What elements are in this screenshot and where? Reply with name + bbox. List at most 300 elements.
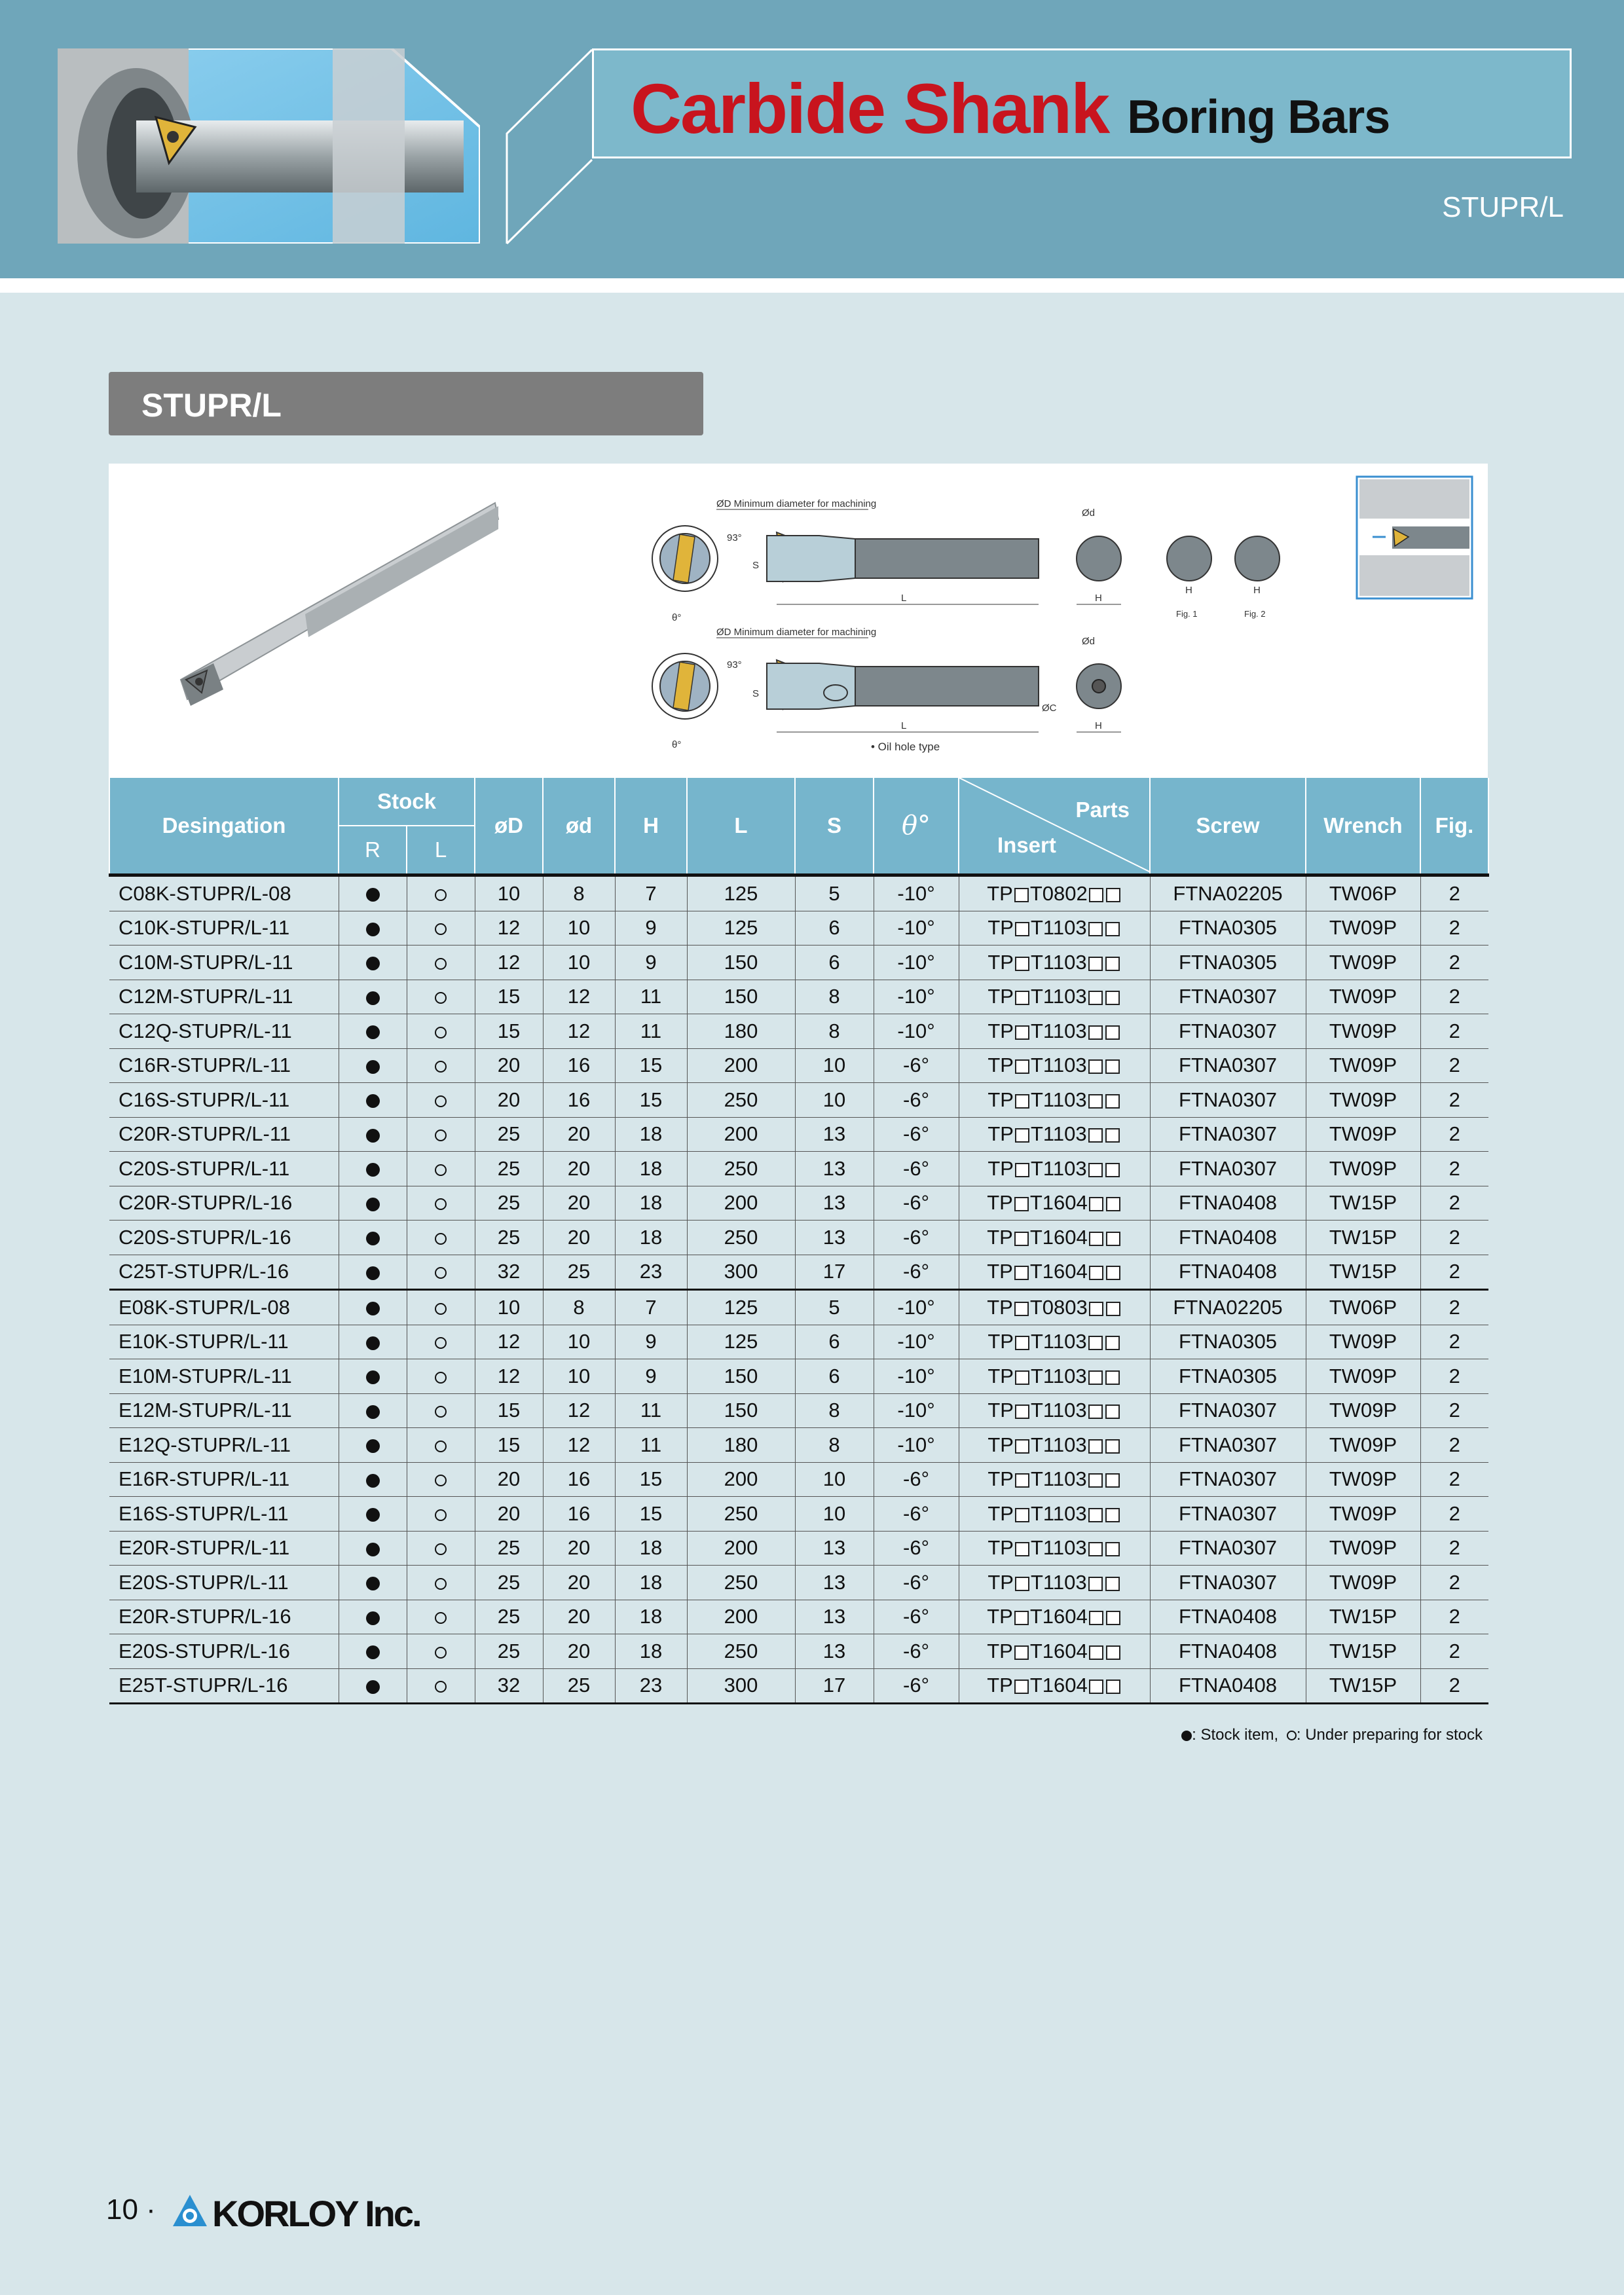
placeholder-box-icon: [1088, 1094, 1103, 1109]
fig-cell: 2: [1420, 1290, 1488, 1325]
insert-code: T1604: [1029, 1225, 1088, 1249]
d-cell: 20: [543, 1186, 615, 1221]
wrench-cell: TW15P: [1306, 1221, 1420, 1255]
fig-cell: 2: [1420, 1083, 1488, 1118]
col-designation: Desingation: [109, 778, 339, 875]
page-number: 10 ·: [106, 2194, 156, 2226]
table-row: [109, 1634, 1488, 1669]
insert-code: T1103: [1031, 1019, 1087, 1042]
placeholder-box-icon: [1106, 1611, 1120, 1625]
fig-cell: 2: [1420, 1221, 1488, 1255]
designation-cell: C16R-STUPR/L-11: [109, 1048, 339, 1083]
page-header: [0, 0, 1624, 278]
stock-item-icon: [366, 1577, 380, 1590]
designation-cell: C20S-STUPR/L-11: [109, 1152, 339, 1186]
screw-cell: FTNA0307: [1150, 1497, 1306, 1532]
stock-l-cell: [407, 1359, 475, 1394]
wrench-cell: TW15P: [1306, 1668, 1420, 1704]
fig-cell: 2: [1420, 875, 1488, 911]
placeholder-box-icon: [1105, 1336, 1120, 1350]
insert-cell: [959, 1152, 1150, 1186]
L-cell: 125: [687, 1325, 795, 1359]
S-cell: 10: [795, 1497, 874, 1532]
wrench-cell: TW09P: [1306, 1428, 1420, 1463]
label-c-bottom: ØC: [1042, 703, 1057, 714]
d-cell: 16: [543, 1048, 615, 1083]
insert-code: T1604: [1029, 1639, 1088, 1662]
wrench-cell: TW09P: [1306, 1152, 1420, 1186]
designation-cell: C10M-STUPR/L-11: [109, 946, 339, 980]
L-cell: 200: [687, 1531, 795, 1566]
designation-cell: C12M-STUPR/L-11: [109, 980, 339, 1014]
wrench-cell: TW09P: [1306, 1462, 1420, 1497]
table-row: [109, 875, 1488, 911]
figure-panel: [109, 464, 1488, 778]
L-cell: 125: [687, 911, 795, 946]
placeholder-box-icon: [1088, 1336, 1103, 1350]
fig-cell: 2: [1420, 1566, 1488, 1600]
insert-code: T1103: [1031, 1088, 1087, 1111]
placeholder-box-icon: [1105, 1508, 1120, 1522]
insert-code: T1103: [1031, 1364, 1087, 1387]
table-row: [109, 1497, 1488, 1532]
wrench-cell: TW09P: [1306, 980, 1420, 1014]
col-screw: Screw: [1150, 778, 1306, 875]
L-cell: 200: [687, 1186, 795, 1221]
placeholder-box-icon: [1106, 1645, 1120, 1660]
theta-cell: -10°: [874, 946, 959, 980]
stock-item-icon: [366, 1094, 380, 1108]
S-cell: 5: [795, 1290, 874, 1325]
under-preparing-icon: [435, 1267, 447, 1279]
stock-r-cell: [339, 1497, 407, 1532]
stock-item-icon: [366, 1611, 380, 1625]
theta-cell: -6°: [874, 1634, 959, 1669]
stock-l-cell: [407, 1634, 475, 1669]
table-row: [109, 1152, 1488, 1186]
placeholder-box-icon: [1015, 1128, 1029, 1143]
d-cell: 16: [543, 1462, 615, 1497]
stock-r-cell: [339, 875, 407, 911]
insert-cell: [959, 1186, 1150, 1221]
wrench-cell: TW09P: [1306, 1117, 1420, 1152]
D-cell: 25: [475, 1152, 543, 1186]
placeholder-box-icon: [1088, 991, 1103, 1005]
fig-cell: 2: [1420, 946, 1488, 980]
screw-cell: FTNA0408: [1150, 1634, 1306, 1669]
d-cell: 10: [543, 911, 615, 946]
placeholder-box-icon: [1015, 1336, 1029, 1350]
H-cell: 15: [615, 1462, 687, 1497]
stock-item-icon: [366, 1543, 380, 1556]
under-preparing-icon: [435, 923, 447, 935]
L-cell: 250: [687, 1634, 795, 1669]
table-row: [109, 1255, 1488, 1290]
stock-item-icon: [366, 1508, 380, 1522]
d-cell: 20: [543, 1531, 615, 1566]
placeholder-box-icon: [1105, 1473, 1120, 1488]
designation-cell: C25T-STUPR/L-16: [109, 1255, 339, 1290]
stock-l-cell: [407, 980, 475, 1014]
d-cell: 8: [543, 1290, 615, 1325]
insert-cell: [959, 1600, 1150, 1634]
stock-r-cell: [339, 1393, 407, 1428]
insert-cell: [959, 1668, 1150, 1704]
stock-legend: [1181, 1726, 1483, 1744]
label-h-bottom: H: [1095, 720, 1102, 731]
screw-cell: FTNA0307: [1150, 980, 1306, 1014]
col-fig: Fig.: [1420, 778, 1488, 875]
table-row: [109, 946, 1488, 980]
placeholder-box-icon: [1105, 1128, 1120, 1143]
stock-item-icon: [366, 1198, 380, 1211]
title-main: Carbide Shank: [631, 69, 1109, 148]
table-row: [109, 1048, 1488, 1083]
S-cell: 13: [795, 1531, 874, 1566]
under-preparing-icon: [435, 1543, 447, 1555]
placeholder-box-icon: [1089, 1611, 1103, 1625]
designation-cell: E20R-STUPR/L-16: [109, 1600, 339, 1634]
insert-prefix: TP: [987, 1570, 1014, 1594]
stock-l-cell: [407, 1566, 475, 1600]
insert-code: T1103: [1031, 950, 1087, 974]
insert-prefix: TP: [987, 1501, 1014, 1525]
table-row: [109, 1531, 1488, 1566]
L-cell: 300: [687, 1255, 795, 1290]
legend-under-preparing: : Under preparing for stock: [1296, 1726, 1483, 1744]
wrench-cell: TW06P: [1306, 875, 1420, 911]
insert-prefix: TP: [987, 1433, 1014, 1456]
S-cell: 8: [795, 1428, 874, 1463]
L-cell: 200: [687, 1462, 795, 1497]
H-cell: 23: [615, 1255, 687, 1290]
D-cell: 25: [475, 1600, 543, 1634]
wrench-cell: TW09P: [1306, 1014, 1420, 1049]
stock-item-icon: [366, 957, 380, 970]
under-preparing-icon: [435, 1095, 447, 1107]
wrench-cell: TW15P: [1306, 1186, 1420, 1221]
designation-cell: E08K-STUPR/L-08: [109, 1290, 339, 1325]
stock-item-icon: [366, 1232, 380, 1245]
title-sub: Boring Bars: [1127, 91, 1390, 143]
stock-r-cell: [339, 1152, 407, 1186]
header-divider: [0, 278, 1624, 293]
stock-item-icon: [366, 1129, 380, 1143]
col-stock-l: L: [407, 826, 475, 875]
page-title: [631, 67, 1390, 149]
insert-prefix: TP: [987, 1260, 1013, 1283]
S-cell: 13: [795, 1152, 874, 1186]
insert-cell: [959, 1634, 1150, 1669]
designation-cell: C16S-STUPR/L-11: [109, 1083, 339, 1118]
theta-cell: -6°: [874, 1117, 959, 1152]
placeholder-box-icon: [1089, 1680, 1103, 1694]
stock-l-cell: [407, 1668, 475, 1704]
min-diameter-label-bottom: ØD Minimum diameter for machining: [716, 627, 877, 638]
under-preparing-icon: [435, 1164, 447, 1176]
placeholder-box-icon: [1105, 1163, 1120, 1177]
designation-cell: E16S-STUPR/L-11: [109, 1497, 339, 1532]
stock-item-icon: [366, 888, 380, 902]
insert-prefix: TP: [987, 1295, 1013, 1319]
S-cell: 13: [795, 1186, 874, 1221]
d-cell: 20: [543, 1221, 615, 1255]
placeholder-box-icon: [1015, 1094, 1029, 1109]
title-box: [592, 48, 1572, 158]
stock-l-cell: [407, 1393, 475, 1428]
stock-r-cell: [339, 1255, 407, 1290]
fig-cell: 2: [1420, 1393, 1488, 1428]
stock-r-cell: [339, 1117, 407, 1152]
theta-cell: -10°: [874, 1325, 959, 1359]
placeholder-box-icon: [1014, 888, 1029, 902]
insert-cell: [959, 1048, 1150, 1083]
under-preparing-icon: [1287, 1731, 1297, 1740]
placeholder-box-icon: [1105, 1059, 1120, 1074]
table-row: [109, 911, 1488, 946]
table-row: [109, 1186, 1488, 1221]
insert-cell: [959, 1290, 1150, 1325]
S-cell: 13: [795, 1117, 874, 1152]
designation-cell: E25T-STUPR/L-16: [109, 1668, 339, 1704]
stock-l-cell: [407, 1152, 475, 1186]
label-s-bottom: S: [752, 688, 760, 699]
D-cell: 15: [475, 1393, 543, 1428]
fig2-label: Fig. 2: [1244, 609, 1266, 619]
L-cell: 150: [687, 980, 795, 1014]
theta-cell: -6°: [874, 1186, 959, 1221]
stock-l-cell: [407, 946, 475, 980]
D-cell: 20: [475, 1048, 543, 1083]
table-row: [109, 1359, 1488, 1394]
under-preparing-icon: [435, 1612, 447, 1624]
d-cell: 20: [543, 1152, 615, 1186]
fig-cell: 2: [1420, 1668, 1488, 1704]
technical-drawings: [109, 464, 1488, 778]
insert-code: T1103: [1031, 1156, 1087, 1180]
insert-code: T1103: [1031, 1399, 1087, 1422]
insert-cell: [959, 1221, 1150, 1255]
placeholder-box-icon: [1105, 1542, 1120, 1556]
designation-cell: E16R-STUPR/L-11: [109, 1462, 339, 1497]
label-l-top: L: [901, 593, 907, 604]
screw-cell: FTNA02205: [1150, 1290, 1306, 1325]
theta-cell: -10°: [874, 1428, 959, 1463]
S-cell: 17: [795, 1668, 874, 1704]
placeholder-box-icon: [1015, 1508, 1029, 1522]
insert-prefix: TP: [987, 1225, 1013, 1249]
spec-table: [109, 778, 1489, 1704]
designation-cell: E12M-STUPR/L-11: [109, 1393, 339, 1428]
placeholder-box-icon: [1015, 1577, 1029, 1591]
H-cell: 7: [615, 875, 687, 911]
D-cell: 10: [475, 875, 543, 911]
designation-cell: C20R-STUPR/L-16: [109, 1186, 339, 1221]
S-cell: 10: [795, 1462, 874, 1497]
legend-stock-item: : Stock item,: [1192, 1726, 1279, 1744]
table-row: [109, 1600, 1488, 1634]
H-cell: 18: [615, 1600, 687, 1634]
stock-l-cell: [407, 1255, 475, 1290]
theta-cell: -6°: [874, 1566, 959, 1600]
stock-item-icon: [366, 1025, 380, 1039]
theta-cell: -6°: [874, 1668, 959, 1704]
insert-cell: [959, 1255, 1150, 1290]
d-cell: 12: [543, 1393, 615, 1428]
stock-item-icon: [366, 1645, 380, 1659]
placeholder-box-icon: [1088, 1542, 1103, 1556]
S-cell: 6: [795, 946, 874, 980]
stock-r-cell: [339, 1290, 407, 1325]
placeholder-box-icon: [1105, 1577, 1120, 1591]
stock-l-cell: [407, 1428, 475, 1463]
wrench-cell: TW09P: [1306, 1325, 1420, 1359]
fig-cell: 2: [1420, 911, 1488, 946]
insert-code: T0803: [1029, 1295, 1088, 1319]
screw-cell: FTNA0408: [1150, 1668, 1306, 1704]
placeholder-box-icon: [1105, 991, 1120, 1005]
placeholder-box-icon: [1015, 922, 1029, 936]
H-cell: 18: [615, 1152, 687, 1186]
wrench-cell: TW15P: [1306, 1600, 1420, 1634]
placeholder-box-icon: [1088, 1508, 1103, 1522]
stock-item-icon: [366, 1302, 380, 1315]
under-preparing-icon: [435, 1509, 447, 1521]
wrench-cell: TW09P: [1306, 1048, 1420, 1083]
under-preparing-icon: [435, 1129, 447, 1141]
under-preparing-icon: [435, 1198, 447, 1210]
H-cell: 7: [615, 1290, 687, 1325]
table-row: [109, 1221, 1488, 1255]
placeholder-box-icon: [1015, 1163, 1029, 1177]
D-cell: 25: [475, 1531, 543, 1566]
min-diameter-label-top: ØD Minimum diameter for machining: [716, 498, 877, 509]
insert-code: T1103: [1031, 1467, 1087, 1491]
S-cell: 13: [795, 1600, 874, 1634]
under-preparing-icon: [435, 1061, 447, 1073]
insert-cell: [959, 1325, 1150, 1359]
D-cell: 10: [475, 1290, 543, 1325]
placeholder-box-icon: [1015, 1542, 1029, 1556]
stock-r-cell: [339, 1462, 407, 1497]
stock-r-cell: [339, 1048, 407, 1083]
insert-prefix: TP: [987, 1605, 1013, 1628]
fig-cell: 2: [1420, 1497, 1488, 1532]
S-cell: 8: [795, 1014, 874, 1049]
fig-cell: 2: [1420, 1359, 1488, 1394]
S-cell: 10: [795, 1048, 874, 1083]
stock-r-cell: [339, 1566, 407, 1600]
stock-r-cell: [339, 1428, 407, 1463]
label-h-fig1: H: [1185, 585, 1192, 596]
placeholder-box-icon: [1105, 1094, 1120, 1109]
stock-l-cell: [407, 1117, 475, 1152]
stock-item-icon: [366, 1405, 380, 1419]
table-row: [109, 1462, 1488, 1497]
d-cell: 25: [543, 1668, 615, 1704]
designation-cell: C10K-STUPR/L-11: [109, 911, 339, 946]
insert-code: T1103: [1031, 1330, 1087, 1353]
placeholder-box-icon: [1015, 957, 1029, 971]
placeholder-box-icon: [1088, 1128, 1103, 1143]
theta-cell: -10°: [874, 1359, 959, 1394]
placeholder-box-icon: [1015, 991, 1029, 1005]
insert-prefix: TP: [987, 1054, 1014, 1077]
insert-prefix: TP: [987, 1191, 1013, 1215]
screw-cell: FTNA0408: [1150, 1186, 1306, 1221]
under-preparing-icon: [435, 992, 447, 1004]
d-cell: 20: [543, 1634, 615, 1669]
placeholder-box-icon: [1088, 922, 1103, 936]
insert-code: T1604: [1029, 1674, 1088, 1697]
stock-l-cell: [407, 1048, 475, 1083]
placeholder-box-icon: [1089, 1197, 1103, 1211]
theta-cell: -6°: [874, 1600, 959, 1634]
insert-cell: [959, 980, 1150, 1014]
stock-r-cell: [339, 946, 407, 980]
H-cell: 9: [615, 946, 687, 980]
placeholder-box-icon: [1015, 1439, 1029, 1454]
screw-cell: FTNA0307: [1150, 1014, 1306, 1049]
stock-item-icon: [366, 991, 380, 1005]
stock-item-icon: [366, 1266, 380, 1280]
insert-prefix: TP: [987, 881, 1013, 905]
spec-table-body: [109, 875, 1488, 1704]
L-cell: 150: [687, 1393, 795, 1428]
stock-l-cell: [407, 1600, 475, 1634]
insert-cell: [959, 875, 1150, 911]
S-cell: 8: [795, 1393, 874, 1428]
D-cell: 12: [475, 1325, 543, 1359]
D-cell: 20: [475, 1083, 543, 1118]
S-cell: 8: [795, 980, 874, 1014]
H-cell: 15: [615, 1083, 687, 1118]
placeholder-box-icon: [1089, 888, 1103, 902]
designation-cell: E10M-STUPR/L-11: [109, 1359, 339, 1394]
insert-cell: [959, 911, 1150, 946]
insert-prefix: TP: [987, 1088, 1014, 1111]
stock-l-cell: [407, 1186, 475, 1221]
theta-cell: -6°: [874, 1048, 959, 1083]
fig-cell: 2: [1420, 980, 1488, 1014]
fig-cell: 2: [1420, 1325, 1488, 1359]
col-parts: Parts: [1075, 798, 1130, 822]
col-L: L: [687, 778, 795, 875]
under-preparing-icon: [435, 889, 447, 901]
L-cell: 150: [687, 946, 795, 980]
designation-cell: E20S-STUPR/L-11: [109, 1566, 339, 1600]
theta-cell: -6°: [874, 1497, 959, 1532]
L-cell: 250: [687, 1497, 795, 1532]
under-preparing-icon: [435, 1647, 447, 1659]
insert-prefix: TP: [987, 1364, 1014, 1387]
placeholder-box-icon: [1015, 1405, 1029, 1419]
theta-cell: -10°: [874, 980, 959, 1014]
D-cell: 32: [475, 1255, 543, 1290]
placeholder-box-icon: [1015, 1370, 1029, 1385]
insert-prefix: TP: [987, 1019, 1014, 1042]
placeholder-box-icon: [1089, 1232, 1103, 1246]
placeholder-box-icon: [1106, 888, 1120, 902]
D-cell: 25: [475, 1117, 543, 1152]
wrench-cell: TW09P: [1306, 1083, 1420, 1118]
insert-code: T1103: [1031, 1054, 1087, 1077]
placeholder-box-icon: [1106, 1197, 1120, 1211]
screw-cell: FTNA0307: [1150, 1152, 1306, 1186]
designation-cell: E12Q-STUPR/L-11: [109, 1428, 339, 1463]
theta-cell: -6°: [874, 1462, 959, 1497]
H-cell: 11: [615, 1393, 687, 1428]
